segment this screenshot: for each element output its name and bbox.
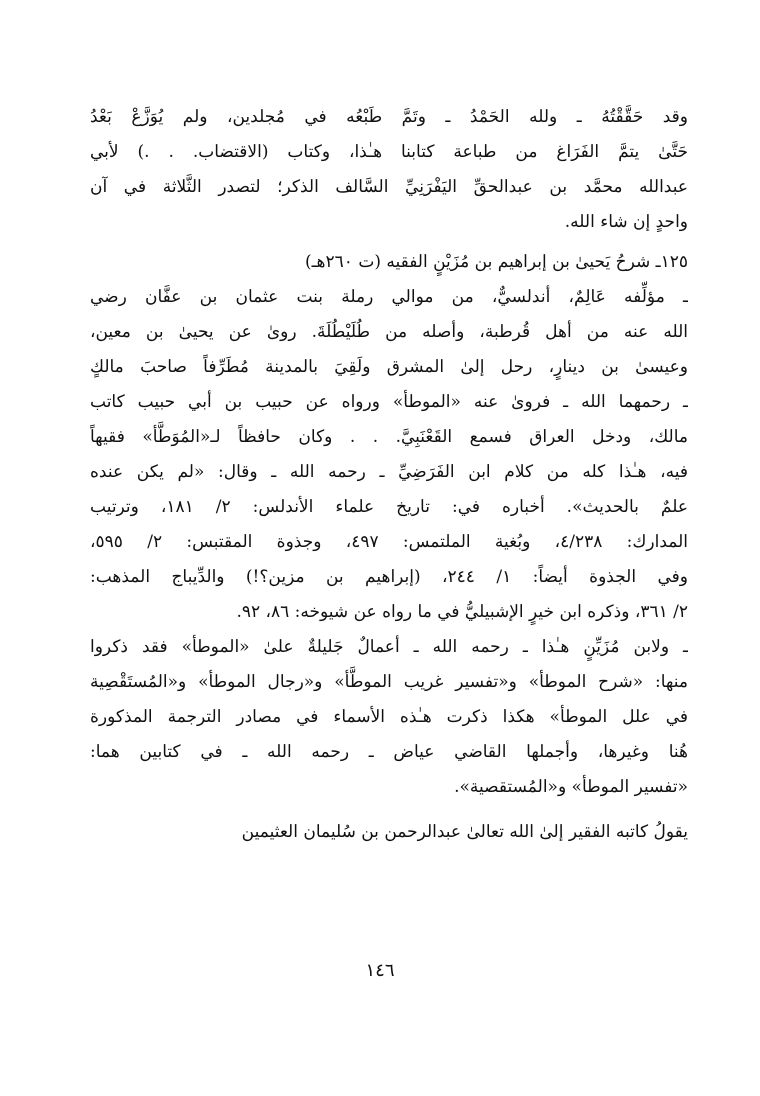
- text-line: «تفسیر الموطأ» و«المُستقصیة».: [454, 777, 688, 797]
- text-line: وعیسیٰ بن دینارٍ، رحل إلیٰ المشرق ولَقِيَ بالمدینة مُطَرِّفاً صاحبَ مالكٍ: [90, 357, 688, 377]
- text-line: المدارك: ٤/٢٣٨، وبُغیة الملتمس: ٤٩٧، وجذوة المقتبس: ٢/ ٥٩٥،: [90, 532, 688, 552]
- text-line: واحدٍ إن شاء الله.: [564, 212, 688, 232]
- text-line: مالك، ودخل العراق فسمع القَعْنَبِيَّ. . . وكان حافظاً لـ«المُوَطَّأ» فقیهاً: [90, 427, 688, 447]
- text-line: وفي الجذوة أیضاً: ١/ ٢٤٤، (إبراهیم بن مزین؟!) والدِّیباج المذهب:: [90, 567, 688, 587]
- text-line: هُنا وغیرها، وأجملها القاضي عیاض ـ رحمه الله ـ في كتابین هما:: [90, 742, 688, 762]
- text-line: عبدالله محمَّد بن عبدالحقِّ اليَفْرَنِيِّ السَّالف الذكر؛ لتصدر الثَّلاثة في آن: [90, 177, 688, 197]
- text-line: ـ ولابن مُزَيِّنٍ هـٰذا ـ رحمه الله ـ أعمالٌ جَلیلةٌ علیٰ «الموطأ» فقد ذكروا: [90, 637, 688, 657]
- intro-paragraph: [90, 100, 688, 240]
- entry-125: [90, 245, 688, 805]
- document-page: [90, 100, 688, 850]
- text-line: منها: «شرح الموطأ» و«تفسیر غریب الموطَّأ» و«رجال الموطأ» و«المُستَقْصِیة: [90, 672, 688, 692]
- text-line: حَتَّىٰ يتمَّ الفَرَاغ من طباعة كتابنا هـٰذا، وكتاب (الاقتضاب. . .) لأبي: [90, 142, 688, 162]
- text-line: فیه، هـٰذا كله من كلام ابن الفَرَضِيِّ ـ رحمه الله ـ وقال: «لم یكن عنده: [90, 462, 688, 482]
- text-line: في علل الموطأ» هكذا ذكرت هـٰذه الأسماء في مصادر الترجمة المذكورة: [90, 707, 688, 727]
- entry-heading: ١٢٥ـ شرحُ يَحيىٰ بن إبراهيم بن مُزَيْنٍ الفقيه (ت ٢٦٠هـ): [304, 252, 688, 272]
- text-line: وقد حَقَّقْتُهُ ـ ولله الحَمْدُ ـ وتَمَّ طَبْعُه في مُجلدين، ولم يُوَزَّعْ بَعْدُ: [90, 107, 688, 127]
- text-line: ٢/ ٣٦١، وذكره ابن خیرٍ الإشبیليُّ في ما رواه عن شیوخه: ٨٦، ٩٢.: [236, 602, 688, 622]
- page-number: ١٤٦: [365, 960, 395, 981]
- text-line: ـ مؤلِّفه عَالِمٌ، أندلسيٌّ، من موالي رملة بنت عثمان بن عفَّان رضي: [90, 287, 688, 307]
- text-line: ـ رحمهما الله ـ فرویٰ عنه «الموطأ» ورواه عن حبیب بن أبي حبیب كاتب: [90, 392, 688, 412]
- closing-line: یقولُ كاتبه الفقیر إلیٰ الله تعالیٰ عبدالرحمن بن سُلیمان العثیمین: [241, 822, 688, 842]
- text-line: الله عنه من أهل قُرطبة، وأصله من طُلَيْطُلَةَ. رویٰ عن یحییٰ بن معین،: [90, 322, 688, 342]
- text-line: علمٌ بالحدیث». أخباره في: تاریخ علماء الأندلس: ٢/ ١٨١، وترتیب: [90, 497, 688, 517]
